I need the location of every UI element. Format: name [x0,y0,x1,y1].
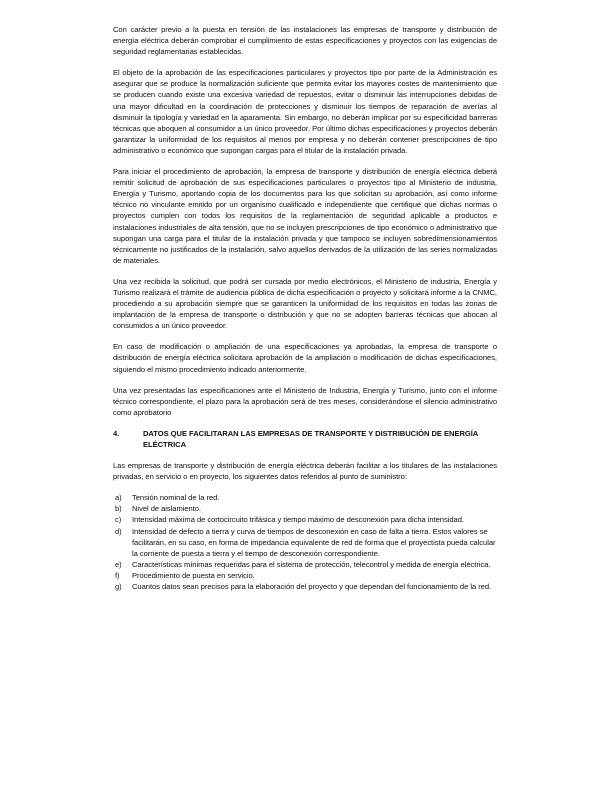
list-item [113,526,497,559]
paragraph-modificacion-ampliacion: En caso de modificación o ampliación de una especificaciones ya aprobadas, la empresa de transporte o distribución de energía eléctrica solicitara aprobación de la ampliación o modificación de dichas especificaciones, siguiendo el mismo procedimiento indicado anteriormente. [113,342,497,374]
paragraph-recepcion-solicitud: Una vez recibida la solicitud, que podrá ser cursada por medio electrónicos, el Ministerio de industria, Energía y Turismo realizará el trámite de audiencia pública de dicha especificación o proyecto y solicitará informe a la CNMC, procediendo a su aprobación siempre que se garanticen la uniformidad de los requisitos en todas las zonas de implantación de la empresa de transporte o distribución y que no se adopten barreras técnicas que abocan al consumidos a un único proveedor. [113,276,497,331]
list-marker: a) [115,493,122,503]
document-page [113,24,497,592]
list-item-text: Nivel de aislamiento. [132,504,202,514]
paragraph-objeto-aprobacion: El objeto de la aprobación de las especificaciones particulares y proyectos tipo por parte de la Administración es asegurar que se produce la normalización suficiente que permita evitar los mayores costes de mantenimiento que se producen cuando existe una excesiva variedad de repuestos, evitar o disminuir las interrupciones debidas de una mayor dificultad en la coordinación de protecciones y disminuir los tiempos de reparación de averías al disminuir la tipología y variedad en la aparamenta. Sin embargo, no deberán implicar por su especificidad barreras técnicas que aboquen al consumidor a un único proveedor. Por último dichas especificaciones y proyectos deberán garantizar la uniformidad de los requisitos al menos por empresa y no deberán contener prescripciones de tipo administrativo o económico que supongan cargas para el titular de la instalación privada. [113,68,497,155]
list-marker: b) [115,504,122,514]
data-list [113,492,497,592]
list-item [113,492,497,503]
paragraph-puesta-en-tension: Con carácter previo a la puesta en tensión de las instalaciones las empresas de transporte y distribución de energía eléctrica deberán comprobar el cumplimiento de estas especificaciones y proyectos con las exigencias de seguridad reglamentarias establecidas. [113,25,497,57]
list-item [113,581,497,592]
list-item-text: Cuantos datos sean precisos para la elaboración del proyecto y que dependan del funcionamiento de la red. [132,582,492,592]
section-heading [113,428,497,450]
paragraph-plazo-aprobacion: Una vez presentadas las especificaciones ante el Ministerio de Industria, Energía y Turismo, junto con el informe técnico correspondiente, el plazo para la aprobación será de tres meses, considerándose el silencio administrativo como aprobatorio [113,385,497,417]
list-item-text: Intensidad de defecto a tierra y curva de tiempos de desconexión en caso de falta a tierra. Estos valores se facilitarán, en su caso, en forma de impedancia equivalente de red de forma que el proyectista pueda calcular la corriente de puesta a tierra y el tiempo de desconexión correspondiente. [132,526,496,558]
list-marker: d) [115,526,122,536]
list-marker: f) [115,570,120,580]
list-item [113,559,497,570]
paragraph-procedimiento-aprobacion: Para iniciar el procedimiento de aprobación, la empresa de transporte y distribución de energía eléctrica deberá remitir solicitud de aprobación de sus especificaciones particulares o proyectos tipo al Ministerio de industria, Energía y Turismo, aportando copia de los documentos para los que solicitan su aprobación, así como informe técnico no vinculante emitido por un organismo cualificado e independiente que certifique que dichas normas o proyectos cumplen con todos los requisitos de la reglamentación de seguridad aplicable a productos e instalaciones industriales de alta tensión, que no se incluyen prescripciones de tipo económico o administrativo que supongan una carga para el titular de la instalación privada y que tampoco se incluyen sobredimensionamientos técnicamente no justificados de la instalación, salvo aquellos derivados de la utilización de las series normalizadas de materiales. [113,167,497,265]
list-marker: c) [115,515,122,525]
list-item-text: Tensión nominal de la red. [132,493,220,503]
section-intro: Las empresas de transporte y distribución de energía eléctrica deberán facilitar a los titulares de las instalaciones privadas, en servicio o en proyecto, los siguientes datos referidos al punto de suministro: [113,461,497,482]
list-marker: g) [115,582,122,592]
list-item [113,503,497,514]
section-number: 4. [113,428,120,438]
list-item-text: Procedimiento de puesta en servicio. [132,570,255,580]
list-marker: e) [115,559,122,569]
list-item-text: Intensidad máxima de cortocircuito trifásica y tiempo máximo de desconexión para dicha intensidad. [132,515,464,525]
section-title: DATOS QUE FACILITARAN LAS EMPRESAS DE TRANSPORTE Y DISTRIBUCIÓN DE ENERGÍA ELÉCTRICA [143,428,478,449]
list-item-text: Características mínimas requeridas para el sistema de protección, telecontrol y medida de energía eléctrica. [132,559,491,569]
list-item [113,570,497,581]
list-item [113,514,497,525]
